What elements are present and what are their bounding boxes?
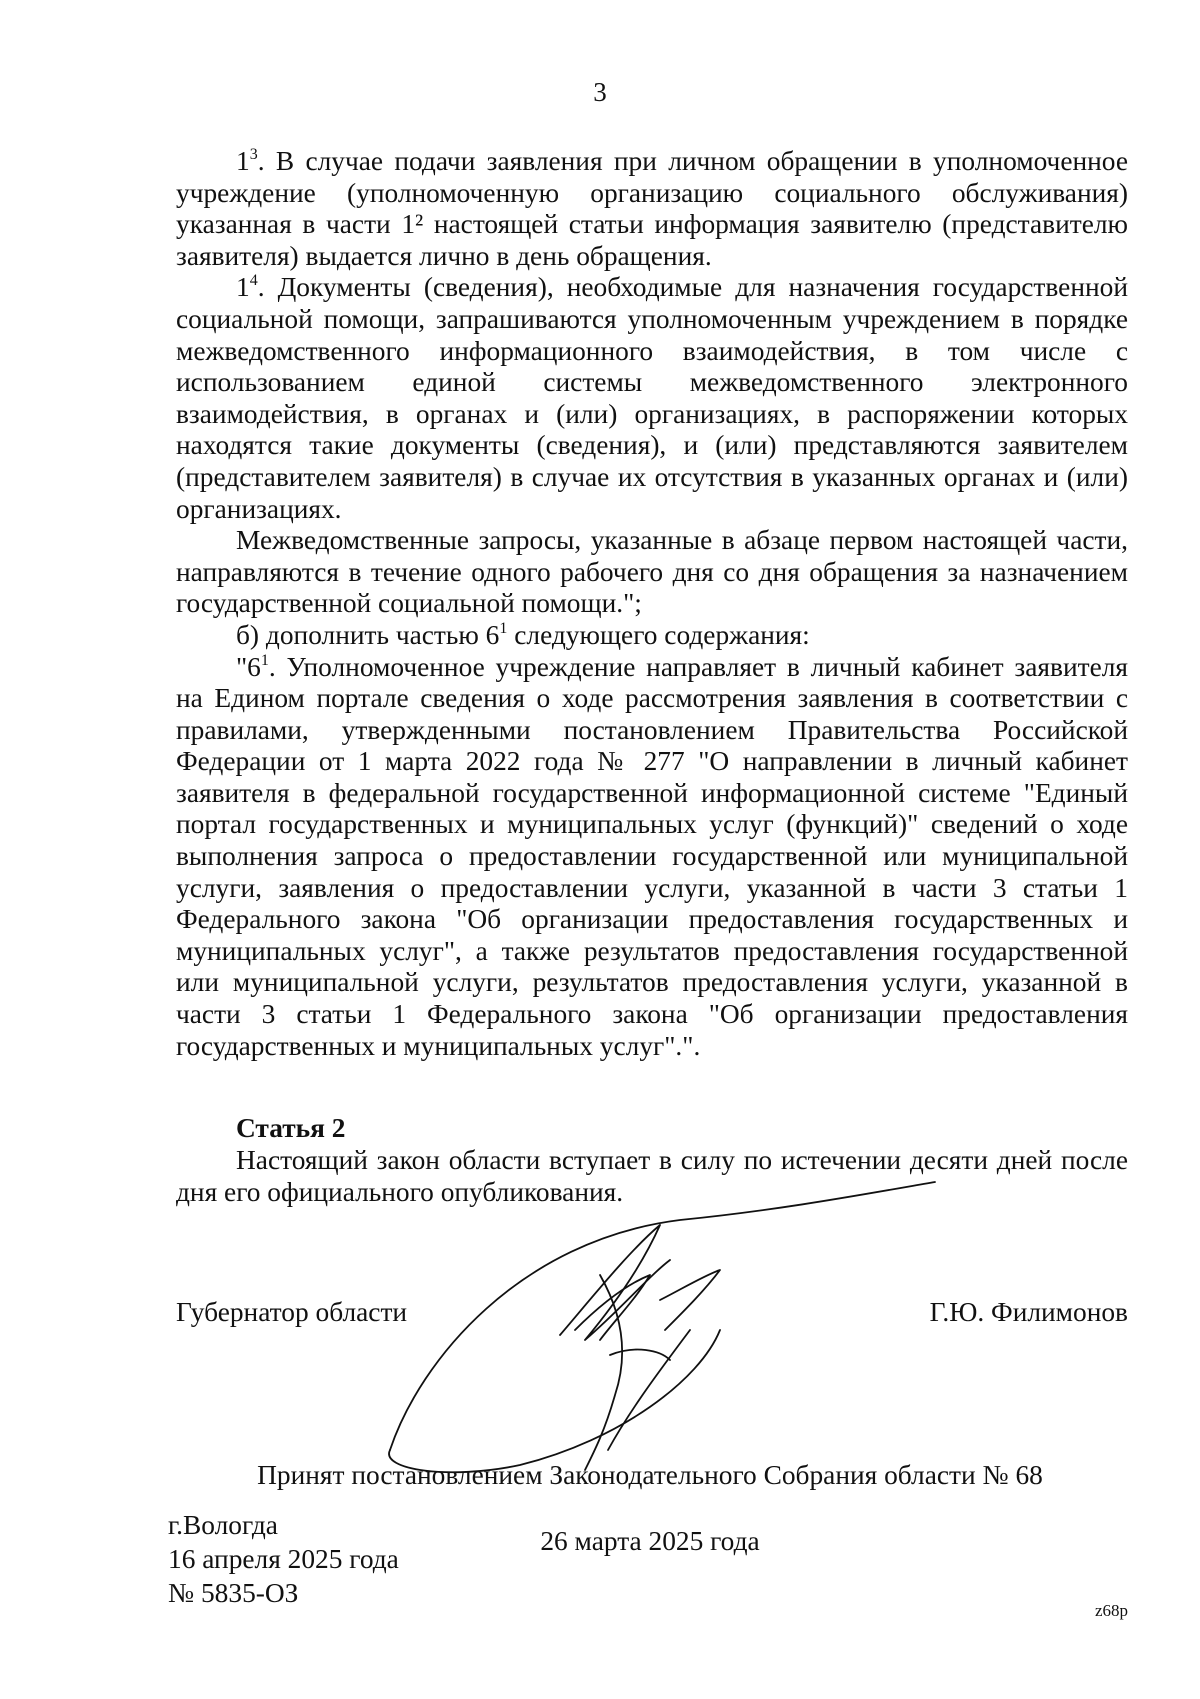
article-paragraph: Настоящий закон области вступает в силу по истечении десяти дней после дня его официального опубликования. <box>176 1145 1128 1207</box>
superscript: 4 <box>249 272 258 290</box>
date: 16 апреля 2025 года <box>168 1544 399 1574</box>
superscript: 3 <box>249 146 258 163</box>
paragraph-text: . Документы (сведения), необходимые для назначения государственной социальной помощи, запрашиваются уполномоченным учреждением в порядке межведомственного информационного взаимодействия, в том числе с использованием единой системы межведомственного электронного взаимодействия, в органах и (или) организациях, в распоряжении которых находятся такие документы (сведения), и (или) представляются заявителем (представителем заявителя) в случае их отсутствия в указанных органах и (или) организациях. <box>176 272 1128 524</box>
page-number: 3 <box>593 77 607 107</box>
signatory-position: Губернатор области <box>176 1297 408 1327</box>
paragraph-text: Межведомственные запросы, указанные в абзаце первом настоящей части, направляются в течение одного рабочего дня со дня обращения за назначением государственной социальной помощи."; <box>176 525 1128 619</box>
paragraph-1-4 <box>176 272 1128 525</box>
paragraph-number: 1 <box>236 146 250 176</box>
adoption-line-2: 26 марта 2025 года <box>540 1526 760 1556</box>
document-code: z68p <box>1094 1601 1128 1620</box>
article-text <box>176 1144 1128 1208</box>
adoption-line-1: Принят постановлением Законодательного Собрания области № 68 <box>257 1460 1043 1490</box>
paragraph-amendment-b <box>176 620 1128 652</box>
paragraph-number: 1 <box>236 272 250 303</box>
paragraph-text: следующего содержания: <box>507 619 810 650</box>
paragraph-6-1 <box>176 652 1128 1063</box>
paragraph-1-3 <box>176 146 1128 272</box>
signatory-name: Г.Ю. Филимонов <box>929 1297 1128 1327</box>
paragraph-lead: б) дополнить частью 6 <box>236 619 500 650</box>
paragraph-number: "6 <box>236 651 261 682</box>
article-heading: Статья 2 <box>236 1113 346 1143</box>
superscript: 1 <box>260 651 269 669</box>
body-text <box>176 146 1128 1062</box>
paragraph-interagency-requests <box>176 525 1128 620</box>
law-number: № 5835-ОЗ <box>168 1578 299 1608</box>
city: г.Вологда <box>168 1510 278 1540</box>
place-date-block <box>168 1508 399 1610</box>
superscript: 1 <box>499 619 508 637</box>
paragraph-text: . В случае подачи заявления при личном обращении в уполномоченное учреждение (уполномоченную организацию социального обслуживания) указанная в части 1² настоящей статьи информация заявителю (представителю заявителя) выдается лично в день обращения. <box>176 146 1128 271</box>
paragraph-text: . Уполномоченное учреждение направляет в личный кабинет заявителя на Едином портале сведения о ходе рассмотрения заявления в соответствии с правилами, утвержденными постановлением Правительства Российской Федерации от 1 марта 2022 года № 277 "О направлении в личный кабинет заявителя в федеральной государственной информационной системе "Единый портал государственных и муниципальных услуг (функций)" сведений о ходе выполнения запроса о предоставлении государственной или муниципальной услуги, заявления о предоставлении услуги, указанной в части 3 статьи 1 Федерального закона "Об организации предоставления государственных и муниципальных услуг", а также результатов предоставления государственной или муниципальной услуги, результатов предоставления услуги, указанной в части 3 статьи 1 Федерального закона "Об организации предоставления государственных и муниципальных услуг".". <box>176 651 1128 1061</box>
